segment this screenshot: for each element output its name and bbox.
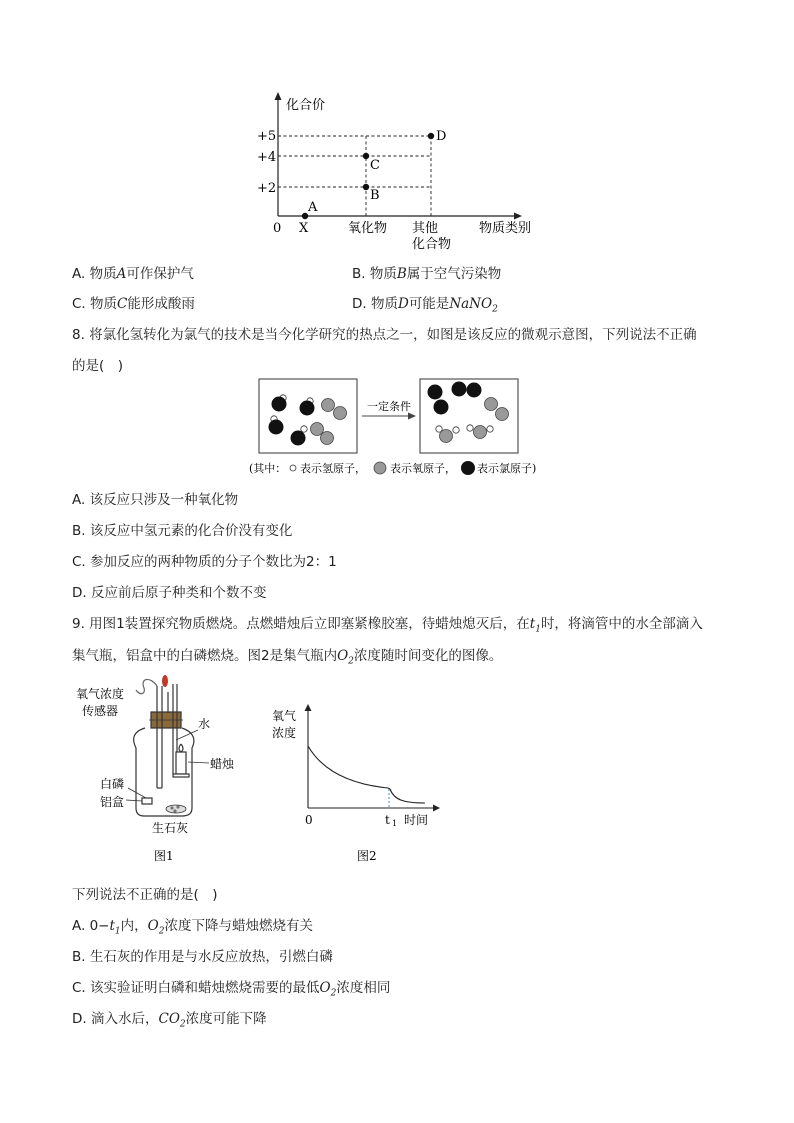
q7-option-c: C. 物质C能形成酸雨: [72, 296, 195, 312]
q7-option-d: D. 物质D可能是NaNO$_2$: [352, 296, 498, 315]
label-b: B: [370, 188, 380, 203]
sensor-cable: [136, 679, 157, 693]
point-c: [363, 153, 369, 159]
sensor-label-2: 传感器: [82, 704, 119, 718]
white-p-label: 白磷: [100, 777, 125, 791]
xtick-oxide: 氧化物: [348, 221, 388, 236]
point-d: [428, 133, 434, 139]
valence-chart: [250, 88, 550, 258]
label-c: C: [370, 158, 380, 173]
ytick-plus5: +5: [257, 129, 277, 144]
quicklime-label: 生石灰: [152, 821, 189, 835]
fig2-origin: 0: [305, 813, 313, 827]
label-a: A: [308, 200, 318, 215]
formula-nano2: NaNO: [449, 296, 493, 312]
legend-h-atom: [290, 465, 296, 471]
q9-stem-line2: 集气瓶，铝盒中的白磷燃烧。图2是集气瓶内$O_2$浓度随时间变化的图像。: [72, 648, 503, 667]
fig2-ylabel-2: 浓度: [272, 726, 297, 740]
xtick-x: X: [299, 221, 309, 236]
q8-stem-line1: 8. 将氯化氢转化为氯气的技术是当今化学研究的热点之一，如图是该反应的微观示意图，下列说法不正确: [72, 327, 697, 343]
before-molecules: [269, 395, 347, 446]
fig2-ylabel-1: 氧气: [272, 709, 297, 723]
legend-h: 表示氢原子，: [300, 462, 366, 475]
q9-stem-line1: 9. 用图1装置探究物质燃烧。点燃蜡烛后立即塞紧橡胶塞，待蜡烛熄灭后，在$t_1$时，将滴管中的水全部滴入: [72, 616, 703, 635]
origin-label: 0: [273, 221, 282, 236]
candle-label: 蜡烛: [210, 757, 235, 771]
xtick-other: 其他: [412, 221, 439, 236]
legend-o-atom: [374, 462, 386, 474]
label-d: D: [436, 129, 447, 144]
fig1-caption: 图1: [154, 849, 174, 863]
candle-flame: [179, 744, 183, 752]
legend-cl-atom: [461, 461, 475, 475]
arrow-head: [408, 413, 416, 420]
q7-option-b: B. 物质B属于空气污染物: [352, 266, 502, 282]
x-axis-arrow: [514, 213, 522, 220]
ytick-plus4: +4: [257, 150, 277, 165]
ytick-plus2: +2: [257, 181, 277, 196]
q8-option-a: A. 该反应只涉及一种氧化物: [72, 492, 239, 508]
fig2-xlabel: 时间: [404, 813, 429, 827]
q9-option-d: D. 滴入水后，$CO_2$浓度可能下降: [72, 1011, 267, 1030]
xtick-class: 物质类别: [479, 221, 532, 236]
al-box: [142, 798, 152, 804]
point-b: [363, 184, 369, 190]
y-axis-label: 化合价: [286, 98, 326, 113]
apparatus-figure: [70, 670, 255, 870]
sensor-tip: [162, 675, 168, 687]
q8-option-d: D. 反应前后原子种类和个数不变: [72, 585, 267, 601]
q9-question: 下列说法不正确的是( ): [72, 887, 218, 903]
al-box-label: 铝盒: [100, 795, 125, 809]
fig2-caption: 图2: [357, 849, 377, 863]
fig2-t1: t: [385, 813, 390, 827]
reaction-diagram: [246, 376, 546, 480]
legend-prefix: (其中：: [249, 462, 287, 475]
q8-stem-line2: 的是( ): [72, 358, 124, 374]
q7-option-a: A. 物质A可作保护气: [72, 266, 194, 282]
q9-option-c: C. 该实验证明白磷和蜡烛燃烧需要的最低$O_2$浓度相同: [72, 980, 391, 999]
q8-option-b: B. 该反应中氢元素的化合价没有变化: [72, 523, 293, 539]
dashed-guides: [278, 136, 431, 216]
o2-concentration-chart: [268, 700, 448, 870]
xtick-compound: 化合物: [412, 237, 452, 252]
o2-curve: [308, 746, 425, 803]
candle-body: [176, 752, 186, 774]
legend-o: 表示氧原子，: [390, 462, 456, 475]
q9-option-b: B. 生石灰的作用是与水反应放热，引燃白磷: [72, 949, 333, 965]
y-axis-arrow: [275, 92, 282, 100]
q8-option-c: C. 参加反应的两种物质的分子个数比为2：1: [72, 554, 337, 570]
after-molecules: [428, 382, 509, 443]
legend-cl: 表示氯原子): [477, 462, 537, 475]
candle-holder: [173, 774, 189, 777]
water-label: 水: [198, 717, 211, 731]
fig2-t1-sub: 1: [392, 819, 398, 828]
sensor-label-1: 氧气浓度: [76, 687, 125, 701]
arrow-label: 一定条件: [367, 400, 411, 413]
q9-option-a: A. $0-t_1$内，$O_2$浓度下降与蜡烛燃烧有关: [72, 918, 313, 937]
